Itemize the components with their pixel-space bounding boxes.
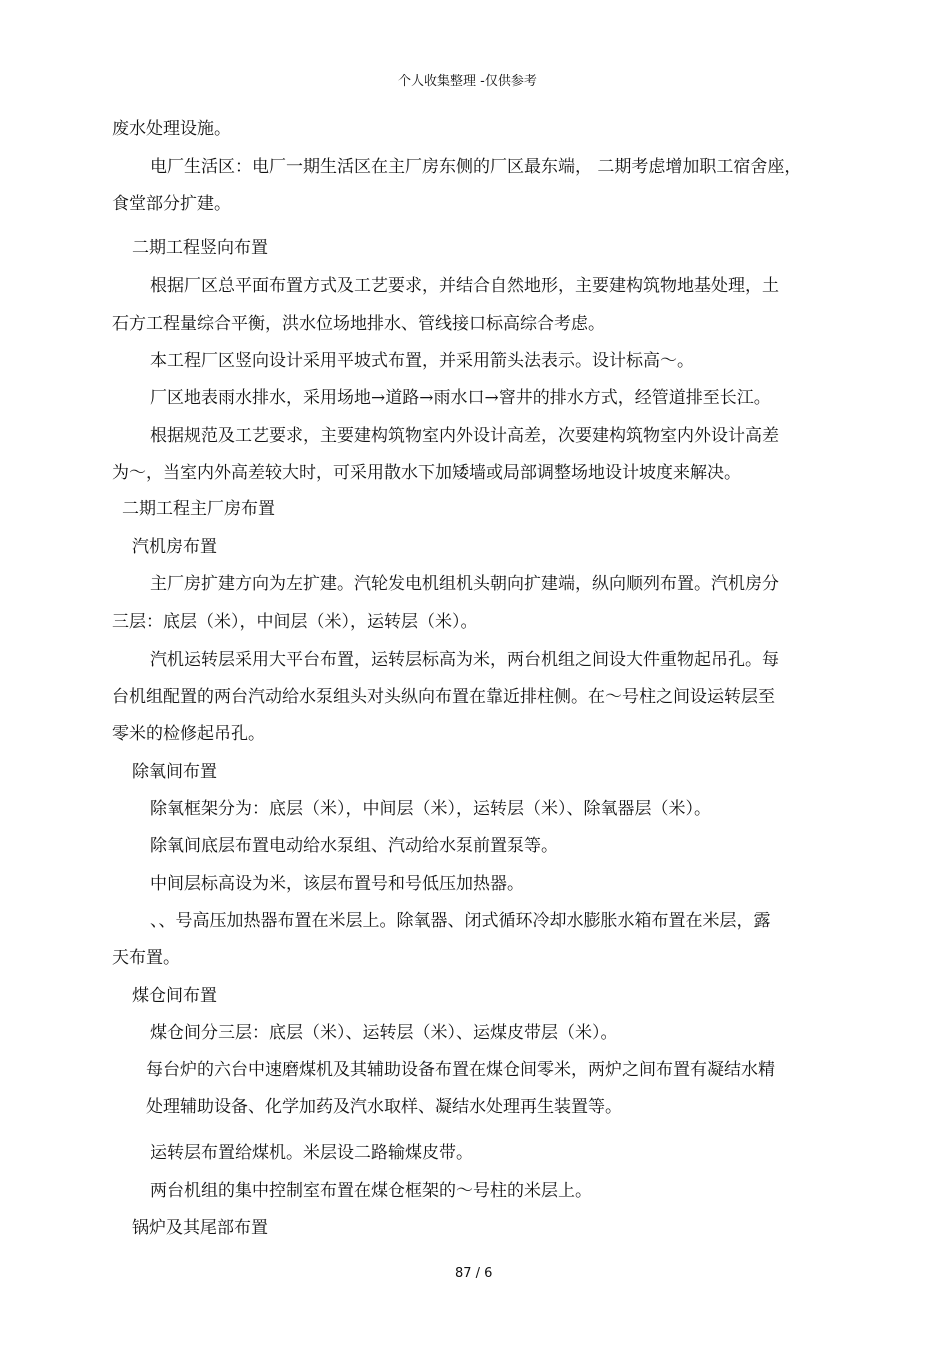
paragraph-line: 除氧框架分为：底层（米），中间层（米），运转层（米）、除氧器层（米）。: [150, 799, 711, 819]
subsection-heading: 煤仓间布置: [132, 986, 217, 1006]
text-line: 天布置。: [112, 948, 180, 968]
subsection-heading: 锅炉及其尾部布置: [132, 1218, 268, 1238]
text-line: 食堂部分扩建。: [112, 194, 231, 214]
paragraph-line: 、、号高压加热器布置在米层上。除氧器、闭式循环冷却水膨胀水箱布置在米层，露: [150, 911, 771, 931]
paragraph-line: 汽机运转层采用大平台布置，运转层标高为米，两台机组之间设大件重物起吊孔。每: [150, 650, 779, 670]
text-line: 台机组配置的两台汽动给水泵组头对头纵向布置在靠近排柱侧。在～号柱之间设运转层至: [112, 687, 775, 707]
subsection-heading: 除氧间布置: [132, 762, 217, 782]
page-number: 87 / 6: [455, 1266, 493, 1281]
paragraph-line: 根据规范及工艺要求，主要建构筑物室内外设计高差，次要建构筑物室内外设计高差: [150, 426, 779, 446]
text-line: 石方工程量综合平衡，洪水位场地排水、管线接口标高综合考虑。: [112, 314, 605, 334]
paragraph-line: 运转层布置给煤机。米层设二路输煤皮带。: [150, 1143, 473, 1163]
paragraph-line: 厂区地表雨水排水，采用场地→道路→雨水口→窨井的排水方式，经管道排至长江。: [150, 388, 771, 408]
paragraph-line: 除氧间底层布置电动给水泵组、汽动给水泵前置泵等。: [150, 836, 558, 856]
section-heading: 二期工程主厂房布置: [122, 499, 275, 519]
text-line: 三层：底层（米），中间层（米），运转层（米）。: [112, 612, 478, 632]
page-header: 个人收集整理 -仅供参考: [398, 74, 537, 89]
text-line: 废水处理设施。: [112, 119, 231, 139]
paragraph-line: 煤仓间分三层：底层（米）、运转层（米）、运煤皮带层（米）。: [150, 1023, 618, 1043]
paragraph-line: 根据厂区总平面布置方式及工艺要求，并结合自然地形，主要建构筑物地基处理，土: [150, 276, 779, 296]
text-line: 为～，当室内外高差较大时，可采用散水下加矮墙或局部调整场地设计坡度来解决。: [112, 463, 741, 483]
text-line: 零米的检修起吊孔。: [112, 724, 265, 744]
paragraph-line: 每台炉的六台中速磨煤机及其辅助设备布置在煤仓间零米，两炉之间布置有凝结水精: [146, 1060, 775, 1080]
section-heading: 二期工程竖向布置: [132, 238, 268, 258]
paragraph-line: 中间层标高设为米，该层布置号和号低压加热器。: [150, 874, 524, 894]
subsection-heading: 汽机房布置: [132, 537, 217, 557]
text-line: 处理辅助设备、化学加药及汽水取样、凝结水处理再生装置等。: [146, 1097, 622, 1117]
paragraph-line: 主厂房扩建方向为左扩建。汽轮发电机组机头朝向扩建端，纵向顺列布置。汽机房分: [150, 574, 779, 594]
paragraph-line: 本工程厂区竖向设计采用平坡式布置，并采用箭头法表示。设计标高～。: [150, 351, 694, 371]
paragraph-line: 两台机组的集中控制室布置在煤仓框架的～号柱的米层上。: [150, 1181, 592, 1201]
paragraph-line: 电厂生活区：电厂一期生活区在主厂房东侧的厂区最东端， 二期考虑增加职工宿舍座，: [150, 157, 802, 177]
